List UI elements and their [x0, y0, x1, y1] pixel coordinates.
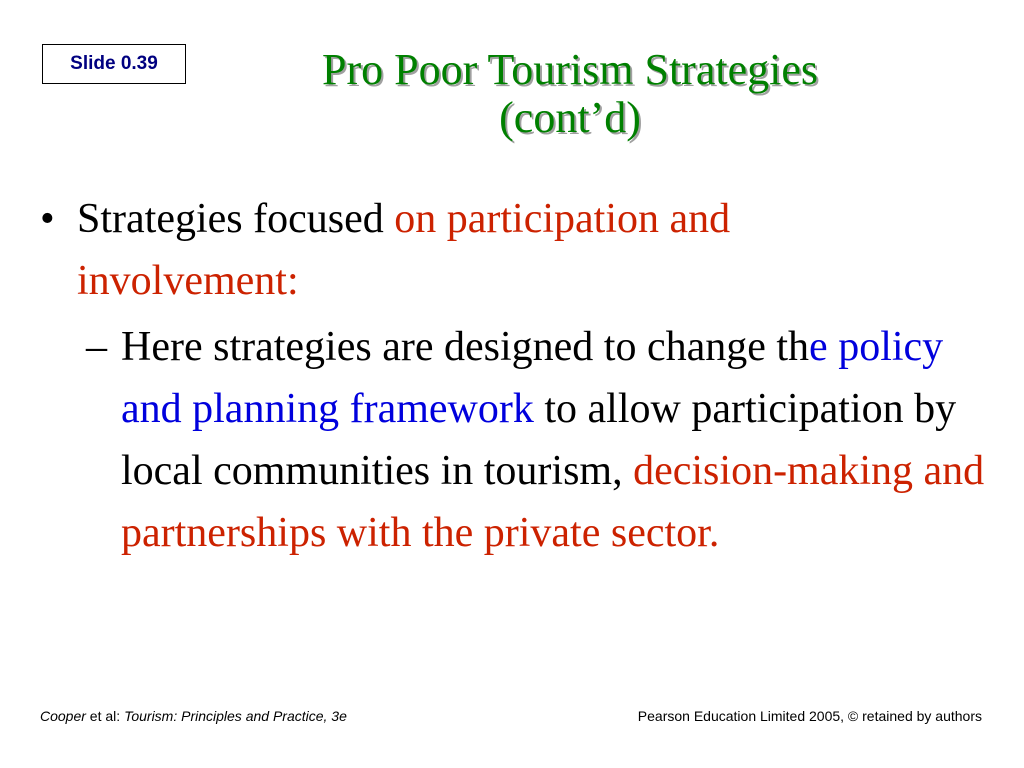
slide-title-line-1: Pro Poor Tourism Strategies — [322, 45, 818, 94]
sub-bullet-highlight-blue: e policy and planning framework — [121, 324, 944, 432]
dash-marker: – — [86, 324, 107, 370]
footer-etal: et al: — [85, 708, 125, 724]
footer-copyright: Pearson Education Limited 2005, © retained by authors — [637, 708, 982, 724]
sub-bullet-highlight-red: decision-making and partnerships with the private sector. — [121, 448, 985, 556]
footer-citation — [40, 708, 347, 724]
bullet-1-plain-text: Strategies focused — [77, 196, 395, 242]
bullet-1-highlight-text: on participation and involvement: — [77, 196, 731, 304]
bullet-marker: • — [40, 196, 55, 242]
footer-author: Cooper — [40, 708, 86, 724]
slide-title — [240, 46, 900, 142]
bullet-item-1 — [40, 188, 940, 312]
sub-bullet-text-c: to allow participation by local communities in tourism, — [121, 386, 957, 494]
footer-book-title: Tourism: Principles and Practice, 3e — [124, 708, 347, 724]
slide-number-badge: Slide 0.39 — [42, 44, 186, 84]
sub-bullet-item-1 — [86, 316, 986, 564]
slide-title-line-2: (cont’d) — [499, 93, 641, 142]
sub-bullet-text-a: Here strategies are designed to change th — [121, 324, 810, 370]
bullet-item-1-text — [77, 188, 940, 312]
sub-bullet-item-1-text — [121, 316, 986, 564]
